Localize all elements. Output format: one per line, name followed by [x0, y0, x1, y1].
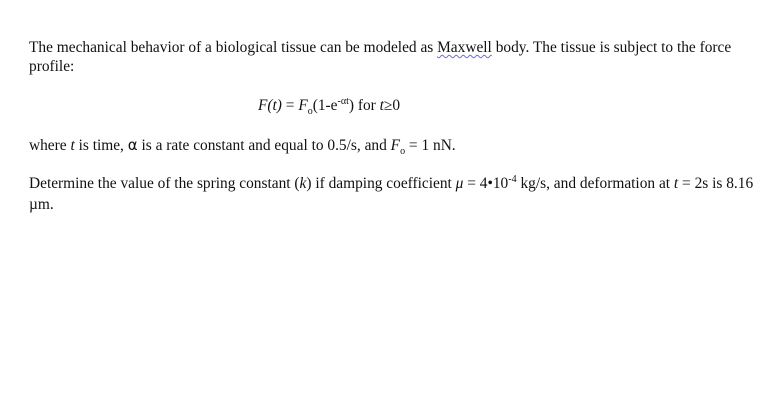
def-text-d: = 1 nN.: [405, 137, 456, 154]
def-alpha: α: [127, 136, 138, 154]
eq-cond-t: t: [379, 97, 384, 114]
problem-intro: [29, 38, 759, 76]
def-text-b: is time,: [74, 137, 128, 154]
eq-F-subscript: o: [307, 106, 313, 117]
q-text-d: kg/s, and deformation at: [516, 175, 674, 192]
eq-open: (1-e: [312, 97, 338, 114]
q-t: t: [673, 175, 679, 192]
def-text-c: is a rate constant and equal to 0.5/s, and: [137, 137, 391, 154]
force-equation: [258, 96, 400, 117]
def-t: t: [70, 137, 75, 154]
eq-lhs: F(t): [258, 97, 282, 114]
q-mu: μ: [455, 175, 464, 192]
q-text-b: ) if damping coefficient: [306, 175, 456, 192]
eq-equals: =: [281, 97, 299, 114]
eq-close: ): [348, 97, 355, 114]
q-exponent: -4: [508, 174, 517, 185]
q-k: k: [299, 175, 307, 192]
def-F-subscript: o: [400, 146, 406, 157]
problem-definitions: [29, 136, 759, 157]
q-text-a: Determine the value of the spring constant (: [29, 175, 300, 192]
eq-cond-rest: ≥0: [383, 97, 401, 114]
def-F: F: [390, 137, 401, 154]
intro-text-start: The mechanical behavior of a biological tissue can be modeled as: [29, 39, 438, 56]
eq-exponent: -αt: [337, 96, 349, 107]
intro-text-end: body. The tissue is subject to the force profile:: [29, 39, 732, 75]
q-text-e: = 2s is 8.16 µm.: [29, 175, 754, 213]
spellcheck-word-maxwell[interactable]: Maxwell: [437, 39, 492, 56]
eq-F: F: [298, 97, 308, 114]
q-text-c: = 4•10: [463, 175, 509, 192]
def-text-a: where: [29, 137, 71, 154]
eq-cond-for: for: [354, 97, 380, 114]
problem-question: [29, 174, 759, 214]
